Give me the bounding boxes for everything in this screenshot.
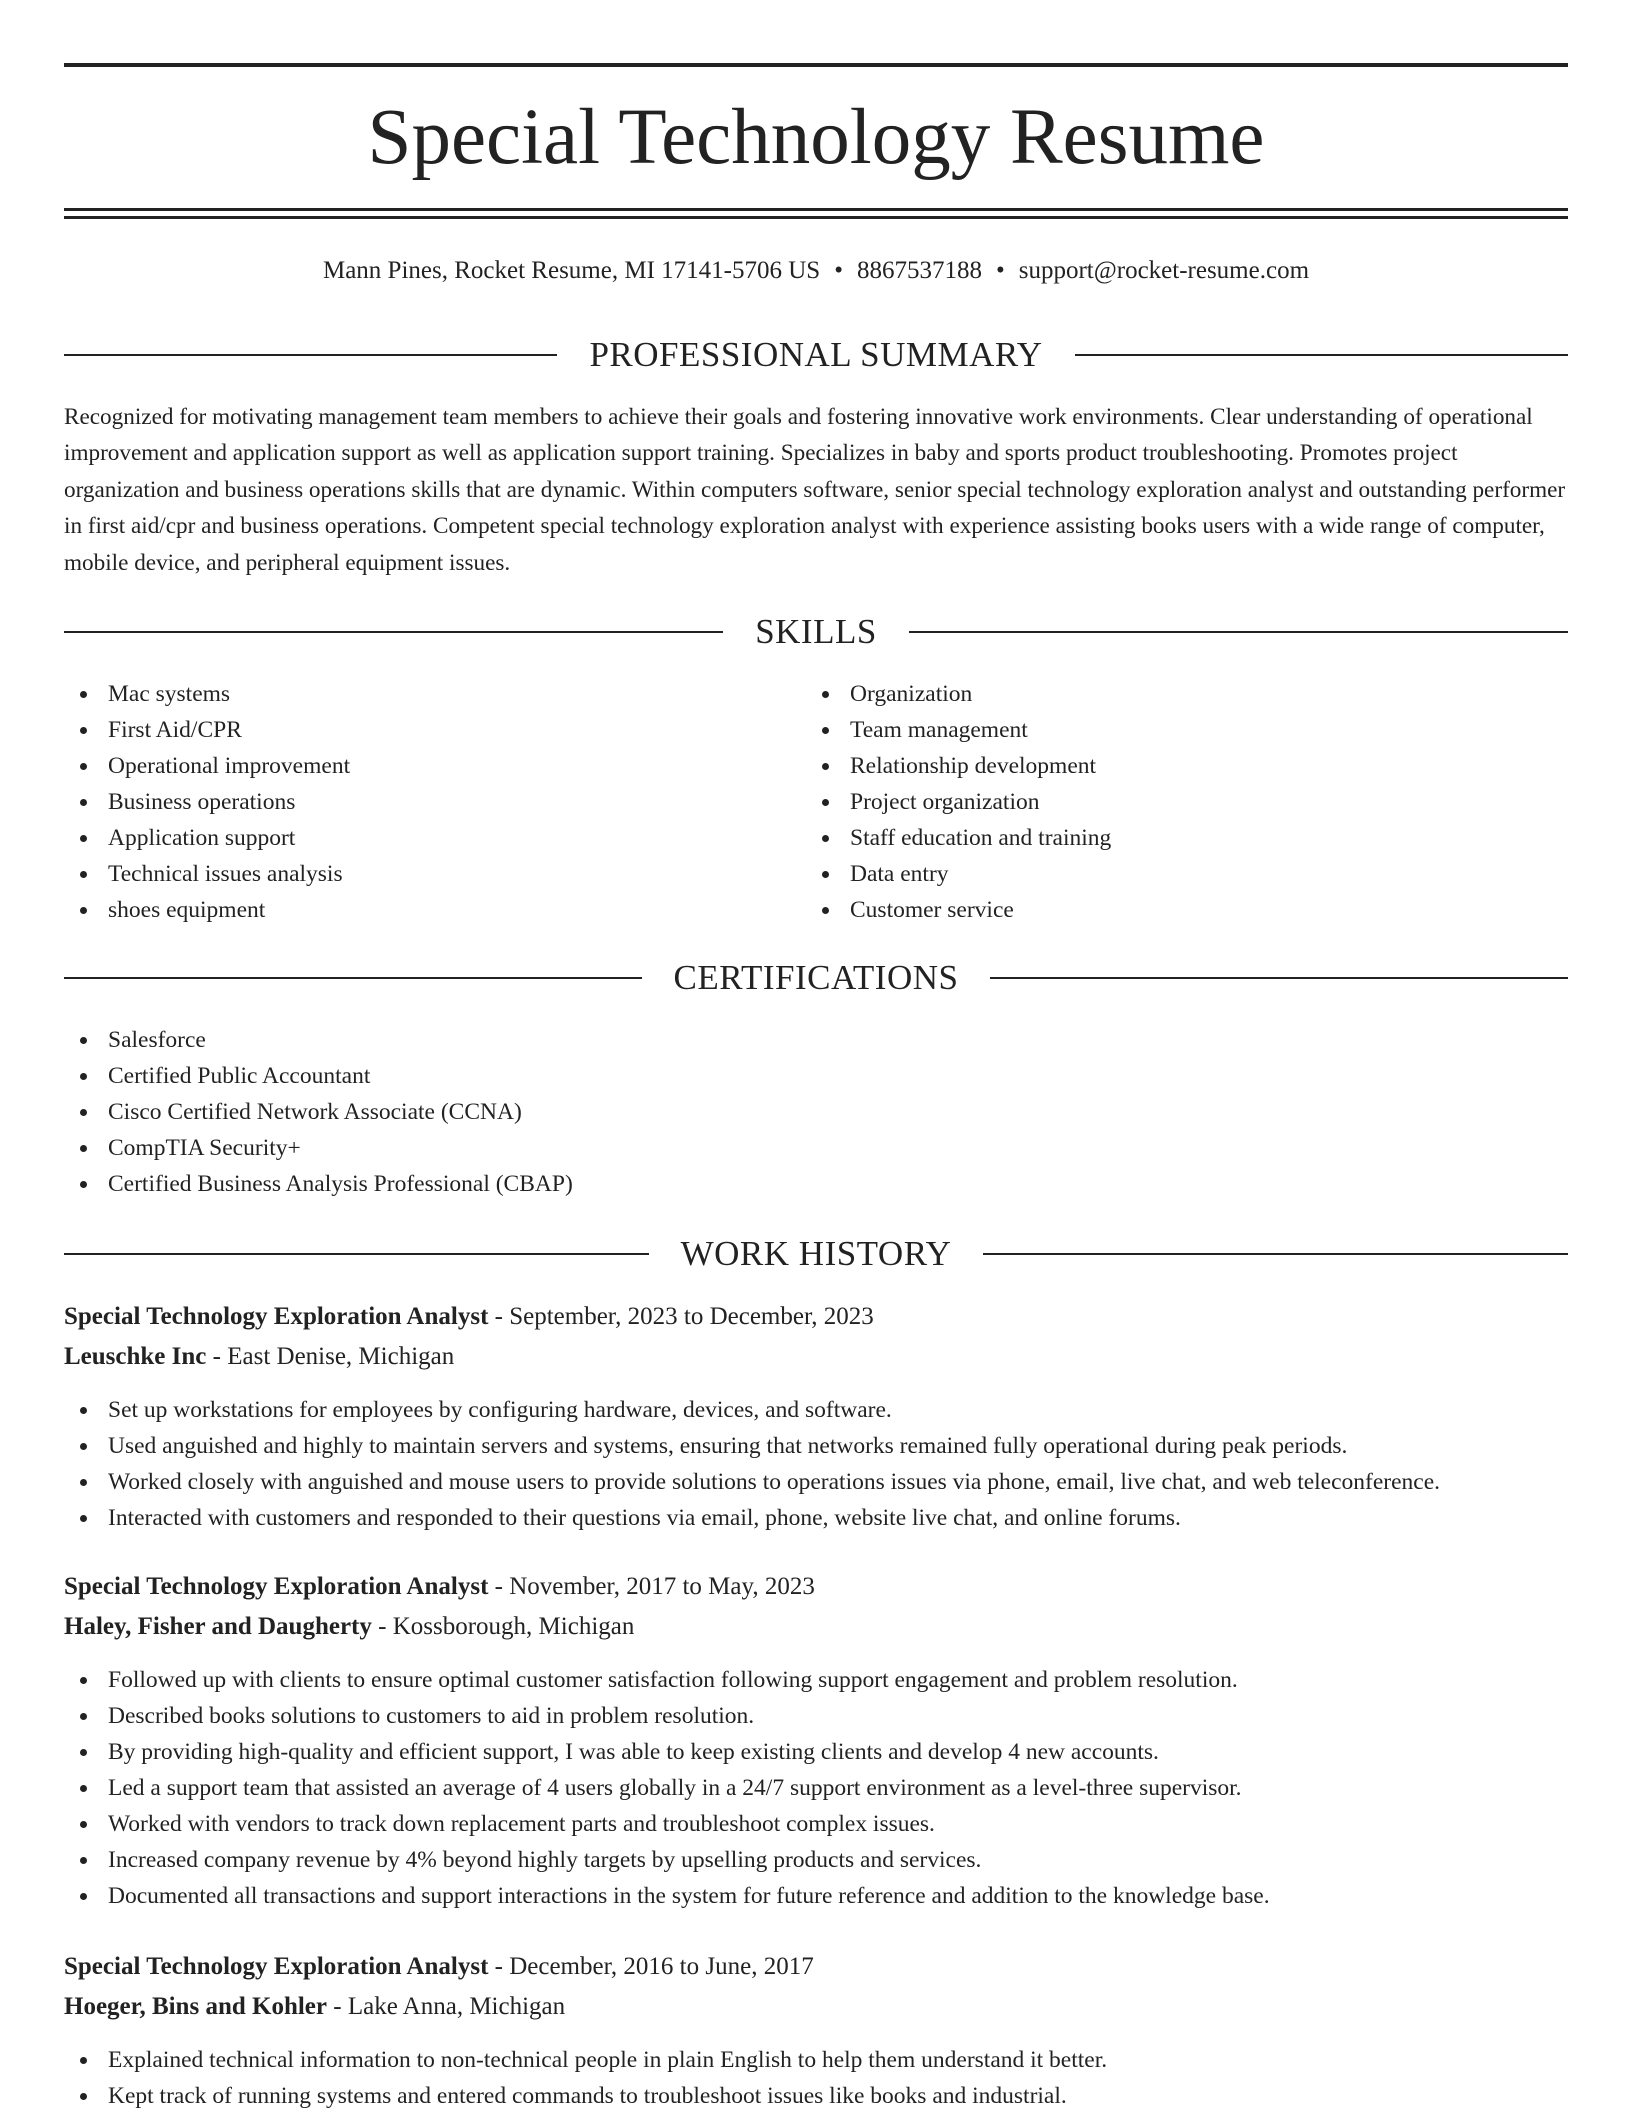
list-item: Project organization: [806, 784, 1111, 820]
certifications-list: [64, 1022, 573, 1202]
section-heading-label: WORK HISTORY: [680, 1234, 952, 1273]
job-dates: November, 2017 to May, 2023: [509, 1573, 815, 1600]
heading-rule: [909, 631, 1568, 633]
top-rule: [64, 63, 1568, 67]
list-item: Set up workstations for employees by configuring hardware, devices, and software.: [64, 1392, 1440, 1428]
section-heading-label: SKILLS: [755, 612, 877, 651]
list-item: Operational improvement: [64, 748, 350, 784]
heading-rule: [64, 1253, 649, 1255]
list-item: Application support: [64, 820, 350, 856]
job-company-line: [64, 1339, 1568, 1375]
job-title: Special Technology Exploration Analyst: [64, 1953, 489, 1980]
list-item: Organization: [806, 676, 1111, 712]
list-item: By providing high-quality and efficient support, I was able to keep existing clients and develop 4 new accounts.: [64, 1734, 1270, 1770]
job-dash: -: [327, 1993, 348, 2020]
heading-rule: [64, 631, 723, 633]
list-item: Certified Public Accountant: [64, 1058, 573, 1094]
job-dash: -: [488, 1303, 510, 1330]
job-dates: December, 2016 to June, 2017: [509, 1953, 814, 1980]
job-company-line: [64, 1609, 1568, 1645]
list-item: Certified Business Analysis Professional (CBAP): [64, 1166, 573, 1202]
job-location: Kossborough, Michigan: [392, 1613, 635, 1640]
job-bullets: [64, 2042, 1107, 2114]
list-item: Interacted with customers and responded to their questions via email, phone, website live chat, and online forums.: [64, 1500, 1440, 1536]
summary-text: Recognized for motivating management team members to achieve their goals and fostering innovative work environments. Clear understanding of operational improvement and application support as well as application support training. Specializes in baby and sports product troubleshooting. Promotes project organization and business operations skills that are dynamic. Within computers software, senior special technology exploration analyst and outstanding performer in first aid/cpr and business operations. Competent special technology exploration analyst with experience assisting books users with a wide range of computer, mobile device, and peripheral equipment issues.: [64, 404, 1566, 576]
title-rule-upper: [64, 208, 1568, 211]
list-item: Followed up with clients to ensure optimal customer satisfaction following support engagement and problem resolution.: [64, 1662, 1270, 1698]
list-item: Technical issues analysis: [64, 856, 350, 892]
job-company-line: [64, 1989, 1568, 2025]
contact-address: Mann Pines, Rocket Resume, MI 17141-5706 US: [322, 257, 821, 284]
list-item: Worked with vendors to track down replacement parts and troubleshoot complex issues.: [64, 1806, 1270, 1842]
contact-line: [64, 254, 1568, 288]
list-item: Salesforce: [64, 1022, 573, 1058]
section-heading-skills: [64, 610, 1568, 654]
job-dash: -: [488, 1953, 510, 1980]
heading-rule: [990, 977, 1568, 979]
job-company: Leuschke Inc: [64, 1343, 207, 1370]
contact-separator: •: [834, 257, 843, 284]
section-heading-summary: [64, 333, 1568, 377]
list-item: Business operations: [64, 784, 350, 820]
list-item: Increased company revenue by 4% beyond highly targets by upselling products and services.: [64, 1842, 1270, 1878]
job-title: Special Technology Exploration Analyst: [64, 1573, 489, 1600]
list-item: Used anguished and highly to maintain servers and systems, ensuring that networks remained fully operational during peak periods.: [64, 1428, 1440, 1464]
job-title: Special Technology Exploration Analyst: [64, 1303, 489, 1330]
list-item: Kept track of running systems and entered commands to troubleshoot issues like books and industrial.: [64, 2078, 1107, 2114]
job-company: Haley, Fisher and Daugherty: [64, 1613, 372, 1640]
list-item: Staff education and training: [806, 820, 1111, 856]
list-item: Mac systems: [64, 676, 350, 712]
job-location: Lake Anna, Michigan: [347, 1993, 566, 2020]
list-item: Relationship development: [806, 748, 1111, 784]
list-item: shoes equipment: [64, 892, 350, 928]
section-heading-work-history: [64, 1232, 1568, 1276]
skills-list-left: [64, 676, 350, 928]
list-item: Team management: [806, 712, 1111, 748]
heading-rule: [64, 977, 642, 979]
list-item: Described books solutions to customers to aid in problem resolution.: [64, 1698, 1270, 1734]
list-item: Worked closely with anguished and mouse users to provide solutions to operations issues via phone, email, live chat, and web teleconference.: [64, 1464, 1440, 1500]
contact-phone: 8867537188: [856, 257, 982, 284]
list-item: Documented all transactions and support interactions in the system for future reference and addition to the knowledge base.: [64, 1878, 1270, 1914]
job-title-line: [64, 1569, 1568, 1605]
job-bullets: [64, 1392, 1440, 1536]
heading-rule: [1075, 354, 1568, 356]
list-item: Led a support team that assisted an average of 4 users globally in a 24/7 support environment as a level-three supervisor.: [64, 1770, 1270, 1806]
resume-title: Special Technology Resume: [367, 94, 1265, 181]
title-rule-lower: [64, 216, 1568, 219]
job-bullets: [64, 1662, 1270, 1914]
skills-list-right: [806, 676, 1111, 928]
contact-email: support@rocket-resume.com: [1018, 257, 1310, 284]
list-item: CompTIA Security+: [64, 1130, 573, 1166]
job-company: Hoeger, Bins and Kohler: [64, 1993, 327, 2020]
job-dates: September, 2023 to December, 2023: [509, 1303, 874, 1330]
job-dash: -: [206, 1343, 228, 1370]
section-heading-label: PROFESSIONAL SUMMARY: [589, 335, 1043, 374]
list-item: Customer service: [806, 892, 1111, 928]
list-item: Data entry: [806, 856, 1111, 892]
section-heading-certifications: [64, 956, 1568, 1000]
job-title-line: [64, 1949, 1568, 1985]
job-dash: -: [488, 1573, 510, 1600]
job-title-line: [64, 1299, 1568, 1335]
job-dash: -: [371, 1613, 393, 1640]
heading-rule: [64, 354, 557, 356]
contact-separator: •: [995, 257, 1005, 284]
list-item: First Aid/CPR: [64, 712, 350, 748]
list-item: Explained technical information to non-technical people in plain English to help them understand it better.: [64, 2042, 1107, 2078]
list-item: Cisco Certified Network Associate (CCNA): [64, 1094, 573, 1130]
job-location: East Denise, Michigan: [227, 1343, 455, 1370]
section-heading-label: CERTIFICATIONS: [673, 958, 959, 997]
heading-rule: [983, 1253, 1568, 1255]
